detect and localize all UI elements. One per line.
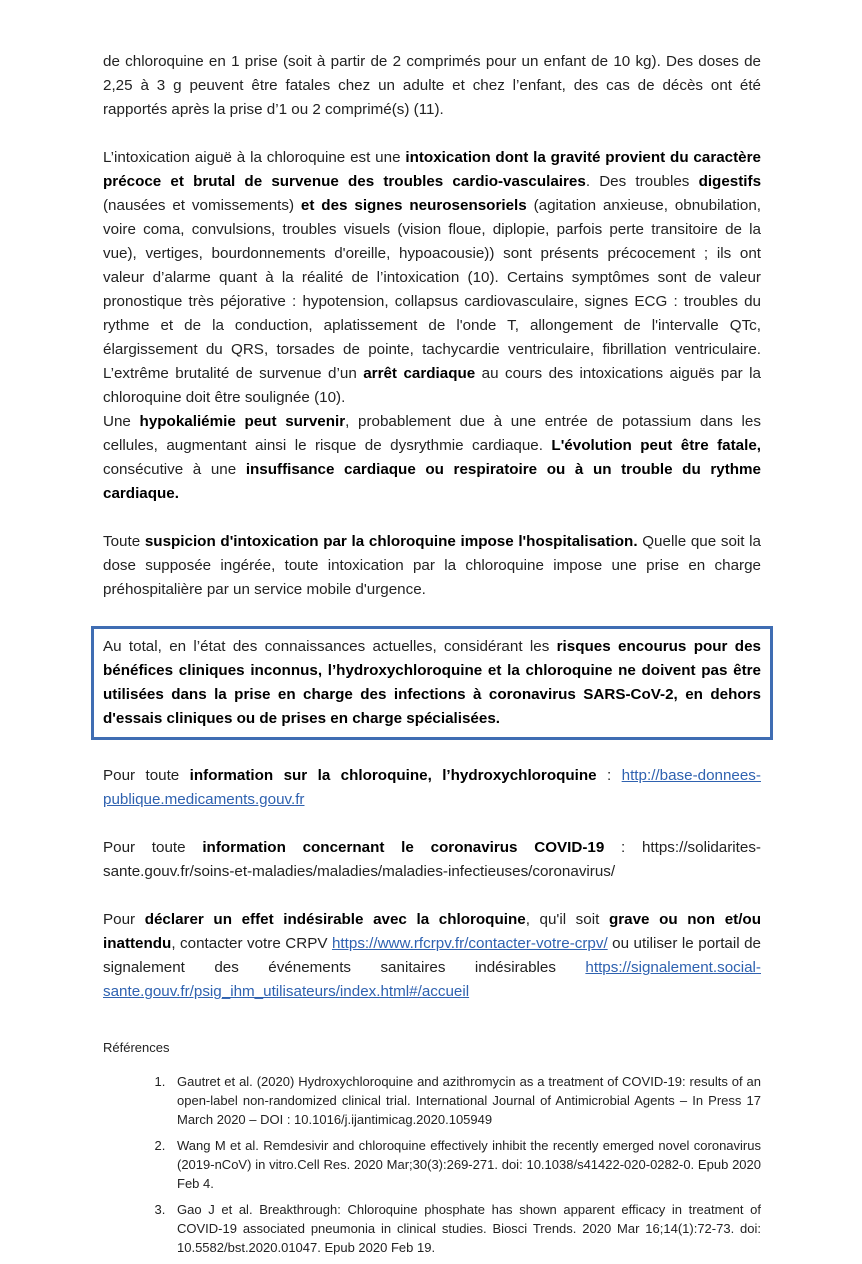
link-crpv[interactable]: https://www.rfcrpv.fr/contacter-votre-crpv/ <box>331 935 608 952</box>
bold-text: L'évolution peut être fatale, <box>551 437 761 454</box>
link-base-donnees[interactable]: http://base-donnees-publique.medicaments.gouv.fr <box>103 767 761 808</box>
bold-text: risques encourus pour des bénéfices cliniques inconnus, l’hydroxychloroquine et la chloroquine ne doivent pas être utilisées dans la prise en charge des infections à coronavirus SARS-CoV-2, en dehors d'essais cliniques ou de prises en charge spécialisées. <box>103 638 761 727</box>
paragraph-dose: de chloroquine en 1 prise (soit à partir de 2 comprimés pour un enfant de 10 kg). Des doses de 2,25 à 3 g peuvent être fatales chez un adulte et chez l’enfant, des cas de décès ont été rapportés après la prise d’1 ou 2 comprimé(s) (11). <box>103 53 761 118</box>
bold-text: insuffisance cardiaque ou respiratoire ou à un trouble du rythme cardiaque. <box>103 461 761 502</box>
paragraph-hypokaliemie: Une hypokaliémie peut survenir, probablement due à une entrée de potassium dans les cellules, augmentant ainsi le risque de dysrythmie cardiaque. L'évolution peut être fatale, consécutive à une insuffisance cardiaque ou respiratoire ou à un trouble du rythme cardiaque. <box>103 413 761 502</box>
bold-text: intoxication dont la gravité provient du caractère précoce et brutal de survenue des troubles cardio-vasculaires <box>103 149 761 190</box>
reference-item: 1. Gautret et al. (2020) Hydroxychloroquine and azithromycin as a treatment of COVID-19: results of an open-label non-randomized clinical trial. International Journal of Antimicrobial Agents – In Press 17 March 2020 – DOI : 10.1016/j.ijantimicag.2020.105949 <box>169 1072 761 1129</box>
bold-text: information sur la chloroquine, l’hydroxychloroquine <box>189 767 597 784</box>
bold-text: hypokaliémie peut survenir <box>139 413 346 430</box>
bold-text: information concernant le coronavirus COVID-19 <box>202 839 605 856</box>
bold-text: déclarer un effet indésirable avec la chloroquine <box>144 911 526 928</box>
references-title: Références <box>103 1040 170 1055</box>
paragraph-info-coronavirus: Pour toute information concernant le coronavirus COVID-19 : https://solidarites-sante.gouv.fr/soins-et-maladies/maladies/maladies-infectieuses/coronavirus/ <box>103 839 761 880</box>
reference-item: 2. Wang M et al. Remdesivir and chloroquine effectively inhibit the recently emerged novel coronavirus (2019-nCoV) in vitro.Cell Res. 2020 Mar;30(3):269-271. doi: 10.1038/s41422-020-0282-0. Epub 2020 Feb 4. <box>169 1136 761 1193</box>
bold-text: digestifs <box>698 173 762 190</box>
bold-text: arrêt cardiaque <box>363 365 476 382</box>
bold-text: grave ou non et/ou inattendu <box>103 911 761 952</box>
bold-text: suspicion d'intoxication par la chloroquine impose l'hospitalisation. <box>144 533 638 550</box>
paragraph-info-chloroquine: Pour toute information sur la chloroquine, l’hydroxychloroquine : http://base-donnees-publique.medicaments.gouv.fr <box>103 767 761 808</box>
paragraph-hospitalisation: Toute suspicion d'intoxication par la chloroquine impose l'hospitalisation. Quelle que soit la dose supposée ingérée, toute intoxication par la chloroquine impose une prise en charge préhospitalière par un service mobile d'urgence. <box>103 533 762 598</box>
paragraph-intoxication: L’intoxication aiguë à la chloroquine est une intoxication dont la gravité provient du caractère précoce et brutal de survenue des troubles cardio-vasculaires. Des troubles digestifs (nausées et vomissements) et des signes neurosensoriels (agitation anxieuse, obnubilation, voire coma, convulsions, troubles visuels (vision floue, diplopie, parfois perte transitoire de la vue), vertiges, bourdonnements d'oreille, hypoacousie)) sont présents précocement ; ils ont valeur d’alarme quant à la réalité de l’intoxication (10). Certains symptômes sont de valeur pronostique très péjorative : hypotension, collapsus cardiovasculaire, signes ECG : troubles du rythme et de la conduction, aplatissement de l'onde T, allongement de l'intervalle QTc, élargissement du QRS, torsades de pointe, tachycardie ventriculaire, fibrillation ventriculaire. L’extrême brutalité de survenue d’un arrêt cardiaque au cours des intoxications aiguës par la chloroquine doit être soulignée (10). <box>103 149 762 406</box>
document-page <box>103 50 761 1264</box>
bold-text: et des signes neurosensoriels <box>300 197 527 214</box>
reference-item: 3. Gao J et al. Breakthrough: Chloroquine phosphate has shown apparent efficacy in treatment of COVID-19 associated pneumonia in clinical studies. Biosci Trends. 2020 Mar 16;14(1):72-73. doi: 10.5582/bst.2020.01047. Epub 2020 Feb 19. <box>169 1200 761 1257</box>
paragraph-declaration: Pour déclarer un effet indésirable avec la chloroquine, qu'il soit grave ou non et/ou inattendu, contacter votre CRPV https://www.rfcrpv.fr/contacter-votre-crpv/ ou utiliser le portail de signalement des événements sanitaires indésirables https://signalement.social-sante.gouv.fr/psig_ihm_utilisateurs/index.html#/accueil <box>103 911 762 1000</box>
references-list <box>103 1072 761 1257</box>
conclusion-box: Au total, en l’état des connaissances actuelles, considérant les risques encourus pour des bénéfices cliniques inconnus, l’hydroxychloroquine et la chloroquine ne doivent pas être utilisées dans la prise en charge des infections à coronavirus SARS-CoV-2, en dehors d'essais cliniques ou de prises en charge spécialisées. <box>91 626 773 740</box>
link-signalement[interactable]: https://signalement.social-sante.gouv.fr/psig_ihm_utilisateurs/index.html#/accueil <box>103 959 761 1000</box>
